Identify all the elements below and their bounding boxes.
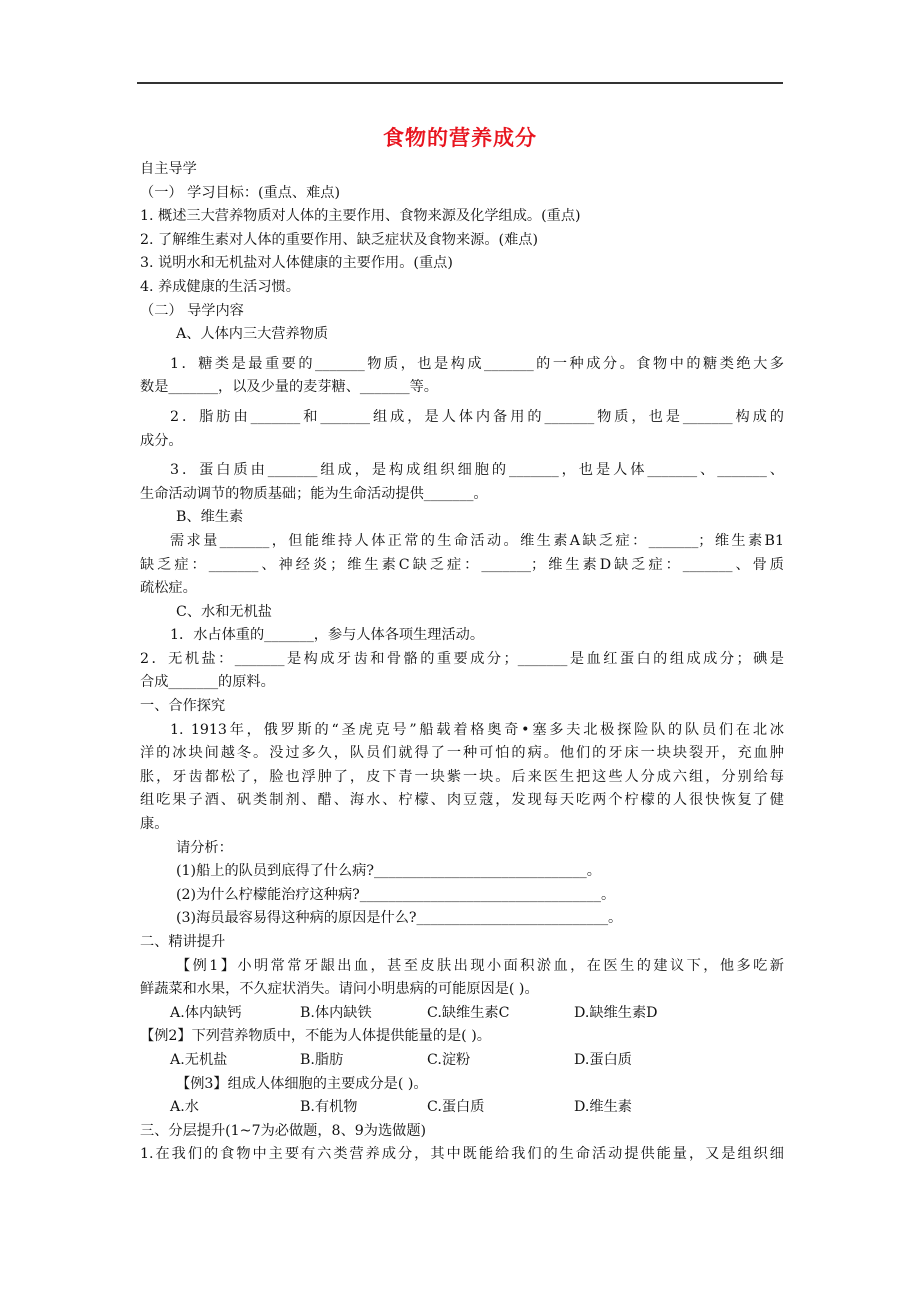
- topic-heading: C、水和无机盐: [176, 603, 272, 620]
- option-d: D.缺维生素D: [574, 1004, 658, 1021]
- subsection-heading: （二） 导学内容: [140, 302, 244, 319]
- goal-item: 1. 概述三大营养物质对人体的主要作用、食物来源及化学组成。(重点): [140, 208, 581, 225]
- section-heading: 自主导学: [140, 161, 197, 177]
- prompt-label: 请分析：: [176, 839, 233, 856]
- option-c: C.淀粉: [427, 1051, 471, 1068]
- example-question: 鲜蔬菜和水果，不久症状消失。请问小明患病的可能原因是( )。: [140, 981, 539, 998]
- option-d: D.蛋白质: [574, 1051, 632, 1068]
- paragraph-line: 2．无机盐：_______是构成牙齿和骨骼的重要成分；_______是血红蛋白的组成成分；碘是: [140, 650, 784, 667]
- topic-heading: A、人体内三大营养物质: [176, 326, 329, 343]
- question-line: (3)海员最容易得这种病的原因是什么?___________________________。: [176, 910, 623, 927]
- example-options: [140, 1002, 784, 1026]
- section-heading: 二、精讲提升: [140, 934, 226, 950]
- paragraph-line: 3．蛋白质由_______组成，是构成组织细胞的_______，也是人体_______、_______、: [170, 462, 784, 479]
- paragraph-line: 1．糖类是最重要的_______物质，也是构成_______的一种成分。食物中的糖类绝大多: [170, 355, 784, 372]
- section-heading: 一、合作探究: [140, 698, 226, 715]
- section-heading: 三、分层提升(1~7为必做题，8、9为选做题): [140, 1122, 427, 1139]
- paragraph-line: 康。: [140, 816, 169, 833]
- option-a: A.无机盐: [170, 1051, 228, 1068]
- paragraph-line: 成分。: [140, 432, 183, 449]
- question-line: (1)船上的队员到底得了什么病?______________________________。: [176, 863, 601, 880]
- option-b: B.体内缺铁: [300, 1004, 372, 1021]
- option-d: D.维生素: [574, 1099, 632, 1116]
- goal-item: 3. 说明水和无机盐对人体健康的主要作用。(重点): [140, 255, 453, 272]
- paragraph-line: 缺乏症：_______、神经炎；维生素C缺乏症：_______；维生素D缺乏症：_______、骨质: [140, 556, 784, 573]
- example-options: [140, 1049, 784, 1073]
- paragraph-line: 生命活动调节的物质基础；能为生命活动提供_______。: [140, 485, 488, 502]
- option-b: B.脂肪: [300, 1051, 344, 1068]
- example-question: 【例3】组成人体细胞的主要成分是( )。: [176, 1075, 428, 1092]
- goal-item: 4. 养成健康的生活习惯。: [140, 278, 300, 295]
- paragraph-line: 1.在我们的食物中主要有六类营养成分，其中既能给我们的生命活动提供能量，又是组织细: [140, 1146, 784, 1163]
- topic-heading: B、维生素: [176, 509, 244, 526]
- option-c: C.蛋白质: [427, 1099, 485, 1116]
- example-question: 【例2】下列营养物质中，不能为人体提供能量的是( )。: [140, 1028, 491, 1045]
- page-title: 食物的营养成分: [383, 126, 537, 150]
- option-c: C.缺维生素C: [427, 1004, 510, 1021]
- option-b: B.有机物: [300, 1099, 358, 1116]
- paragraph-line: 1. 1913年，俄罗斯的“圣虎克号”船载着格奥奇•塞多夫北极探险队的队员们在北冰: [170, 721, 784, 738]
- document-body: [140, 158, 784, 1167]
- option-a: A.水: [170, 1099, 199, 1116]
- paragraph-line: 2．脂肪由_______和_______组成，是人体内备用的_______物质，也是_______构成的: [170, 408, 784, 425]
- paragraph-line: 组吃果子酒、矾类制剂、醋、海水、柠檬、肉豆蔻，发现每天吃两个柠檬的人很快恢复了健: [140, 792, 784, 809]
- paragraph-line: 需求量_______，但能维持人体正常的生命活动。维生素A缺乏症：_______；维生素B1: [170, 532, 784, 549]
- subsection-heading: （一） 学习目标：(重点、难点): [140, 184, 341, 201]
- paragraph-line: 1．水占体重的_______，参与人体各项生理活动。: [170, 627, 485, 644]
- example-question: 【例1】小明常常牙龈出血，甚至皮肤出现小面积淤血，在医生的建议下，他多吃新: [176, 957, 784, 974]
- paragraph-line: 胀，牙齿都松了，脸也浮肿了，皮下青一块紫一块。后来医生把这些人分成六组，分别给每: [140, 768, 784, 785]
- option-a: A.体内缺钙: [170, 1004, 242, 1021]
- paragraph-line: 合成_______的原料。: [140, 674, 275, 691]
- paragraph-line: 疏松症。: [140, 580, 197, 597]
- paragraph-line: 洋的冰块间越冬。没过多久，队员们就得了一种可怕的病。他们的牙床一块块裂开，充血肿: [140, 745, 784, 762]
- header-rule: [137, 82, 783, 84]
- goal-item: 2. 了解维生素对人体的重要作用、缺乏症状及食物来源。(难点): [140, 231, 538, 248]
- paragraph-line: 数是_______，以及少量的麦芽糖、_______等。: [140, 379, 438, 396]
- question-line: (2)为什么柠檬能治疗这种病?__________________________________。: [176, 886, 616, 903]
- example-options: [140, 1096, 784, 1120]
